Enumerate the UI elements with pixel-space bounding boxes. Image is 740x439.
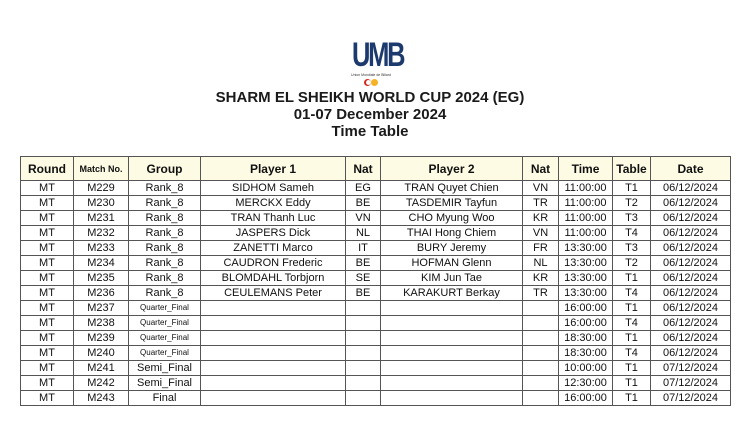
col-header-time: Time [559,157,613,181]
cell-player1 [201,391,346,406]
cell-nat2: KR [523,211,559,226]
cell-group: Semi_Final [129,376,201,391]
time-table [20,156,731,406]
cell-table: T4 [613,346,651,361]
cell-time: 12:30:00 [559,376,613,391]
cell-player2: TASDEMIR Tayfun [381,196,523,211]
cell-match: M233 [74,241,129,256]
col-header-player2: Player 2 [381,157,523,181]
cell-nat2 [523,301,559,316]
col-header-round: Round [21,157,74,181]
cell-nat2: NL [523,256,559,271]
cell-player1 [201,361,346,376]
cell-player2 [381,361,523,376]
cell-player2 [381,331,523,346]
cell-group: Semi_Final [129,361,201,376]
cell-date: 06/12/2024 [651,256,731,271]
cell-date: 07/12/2024 [651,361,731,376]
cell-date: 06/12/2024 [651,211,731,226]
cell-match: M231 [74,211,129,226]
cell-round: MT [21,211,74,226]
document-subtitle: Time Table [331,123,409,140]
cell-group: Rank_8 [129,181,201,196]
cell-date: 06/12/2024 [651,301,731,316]
col-header-table: Table [613,157,651,181]
cell-nat1 [346,346,381,361]
cell-player2: BURY Jeremy [381,241,523,256]
cell-group: Quarter_Final [129,346,201,361]
cell-round: MT [21,241,74,256]
cell-player2: TRAN Quyet Chien [381,181,523,196]
col-header-nat1: Nat [346,157,381,181]
cell-player2: CHO Myung Woo [381,211,523,226]
cell-nat2 [523,316,559,331]
cell-date: 06/12/2024 [651,241,731,256]
cell-group: Rank_8 [129,226,201,241]
cell-table: T4 [613,286,651,301]
cell-player2: KIM Jun Tae [381,271,523,286]
cell-nat2 [523,391,559,406]
cell-group: Rank_8 [129,211,201,226]
cell-table: T4 [613,316,651,331]
cell-date: 07/12/2024 [651,376,731,391]
cell-nat2 [523,331,559,346]
table-row [21,376,731,391]
cell-table: T2 [613,196,651,211]
cell-nat1 [346,301,381,316]
cell-table: T1 [613,376,651,391]
cell-round: MT [21,346,74,361]
col-header-match-no: Match No. [74,157,129,181]
cell-time: 16:00:00 [559,391,613,406]
cell-date: 06/12/2024 [651,346,731,361]
cell-nat2: VN [523,181,559,196]
table-row [21,196,731,211]
logo-subtitle: Union Mondiale de Billard [351,73,391,77]
table-row [21,271,731,286]
cell-time: 11:00:00 [559,196,613,211]
cell-table: T3 [613,211,651,226]
cell-match: M236 [74,286,129,301]
cell-round: MT [21,361,74,376]
table-row [21,391,731,406]
cell-player1: TRAN Thanh Luc [201,211,346,226]
cell-player1: CAUDRON Frederic [201,256,346,271]
cell-player1 [201,346,346,361]
cell-group: Rank_8 [129,196,201,211]
cell-match: M237 [74,301,129,316]
table-row [21,331,731,346]
col-header-group: Group [129,157,201,181]
cell-date: 06/12/2024 [651,181,731,196]
cell-date: 06/12/2024 [651,196,731,211]
cell-round: MT [21,286,74,301]
table-row [21,316,731,331]
cell-match: M230 [74,196,129,211]
cell-round: MT [21,376,74,391]
cell-table: T1 [613,331,651,346]
cell-match: M242 [74,376,129,391]
cell-nat2 [523,376,559,391]
cell-date: 06/12/2024 [651,226,731,241]
cell-round: MT [21,271,74,286]
logo-yellow-circle-icon [371,79,378,86]
table-row [21,301,731,316]
cell-match: M239 [74,331,129,346]
cell-nat2: TR [523,286,559,301]
col-header-player1: Player 1 [201,157,346,181]
cell-date: 07/12/2024 [651,391,731,406]
cell-player2: KARAKURT Berkay [381,286,523,301]
cell-round: MT [21,391,74,406]
cell-time: 13:30:00 [559,256,613,271]
cell-group: Final [129,391,201,406]
cell-table: T1 [613,391,651,406]
cell-player2: HOFMAN Glenn [381,256,523,271]
cell-round: MT [21,226,74,241]
cell-match: M238 [74,316,129,331]
cell-group: Quarter_Final [129,331,201,346]
cell-nat2: KR [523,271,559,286]
cell-nat1 [346,331,381,346]
cell-time: 11:00:00 [559,226,613,241]
cell-nat2: VN [523,226,559,241]
cell-date: 06/12/2024 [651,286,731,301]
cell-date: 06/12/2024 [651,316,731,331]
cell-nat1: BE [346,196,381,211]
cell-time: 18:30:00 [559,331,613,346]
cell-player1: JASPERS Dick [201,226,346,241]
cell-table: T1 [613,301,651,316]
cell-player1 [201,376,346,391]
cell-player1: BLOMDAHL Torbjorn [201,271,346,286]
cell-nat1: NL [346,226,381,241]
table-row [21,181,731,196]
cell-match: M229 [74,181,129,196]
table-row [21,241,731,256]
cell-player1 [201,316,346,331]
cell-table: T3 [613,241,651,256]
cell-time: 16:00:00 [559,301,613,316]
cell-table: T1 [613,271,651,286]
cell-player2 [381,316,523,331]
cell-player2 [381,346,523,361]
cell-time: 10:00:00 [559,361,613,376]
cell-time: 13:30:00 [559,286,613,301]
cell-player1: SIDHOM Sameh [201,181,346,196]
cell-player1 [201,301,346,316]
cell-nat1: EG [346,181,381,196]
cell-date: 06/12/2024 [651,331,731,346]
table-row [21,286,731,301]
cell-player1: MERCKX Eddy [201,196,346,211]
cell-nat1: BE [346,286,381,301]
document-header [0,89,740,140]
cell-nat2: TR [523,196,559,211]
umb-logo [348,36,404,92]
cell-round: MT [21,196,74,211]
cell-round: MT [21,256,74,271]
cell-player2 [381,301,523,316]
cell-time: 18:30:00 [559,346,613,361]
cell-nat1: IT [346,241,381,256]
table-row [21,211,731,226]
cell-nat1 [346,376,381,391]
cell-round: MT [21,316,74,331]
cell-match: M232 [74,226,129,241]
table-header-row [21,157,731,181]
col-header-nat2: Nat [523,157,559,181]
cell-time: 11:00:00 [559,181,613,196]
cell-match: M241 [74,361,129,376]
cell-nat2 [523,361,559,376]
cell-nat2 [523,346,559,361]
cell-nat1: SE [346,271,381,286]
cell-group: Rank_8 [129,271,201,286]
cell-group: Rank_8 [129,241,201,256]
cell-time: 13:30:00 [559,241,613,256]
cell-player2: THAI Hong Chiem [381,226,523,241]
event-dates: 01-07 December 2024 [293,106,447,123]
cell-group: Quarter_Final [129,316,201,331]
cell-player2 [381,391,523,406]
cell-nat1: BE [346,256,381,271]
cell-table: T4 [613,226,651,241]
cell-match: M235 [74,271,129,286]
logo-mark: UMB [352,36,404,74]
table-row [21,346,731,361]
cell-group: Rank_8 [129,256,201,271]
col-header-date: Date [651,157,731,181]
cell-group: Rank_8 [129,286,201,301]
cell-table: T1 [613,361,651,376]
cell-table: T2 [613,256,651,271]
cell-round: MT [21,301,74,316]
cell-round: MT [21,181,74,196]
cell-group: Quarter_Final [129,301,201,316]
logo-red-circle-icon [364,79,371,86]
cell-nat1 [346,391,381,406]
table-row [21,256,731,271]
cell-round: MT [21,331,74,346]
cell-table: T1 [613,181,651,196]
cell-nat1: VN [346,211,381,226]
event-title: SHARM EL SHEIKH WORLD CUP 2024 (EG) [215,89,525,106]
cell-match: M243 [74,391,129,406]
cell-player1 [201,331,346,346]
table-row [21,361,731,376]
cell-player1: ZANETTI Marco [201,241,346,256]
cell-time: 11:00:00 [559,211,613,226]
cell-nat2: FR [523,241,559,256]
cell-player1: CEULEMANS Peter [201,286,346,301]
cell-player2 [381,376,523,391]
cell-match: M234 [74,256,129,271]
cell-match: M240 [74,346,129,361]
cell-date: 06/12/2024 [651,271,731,286]
cell-time: 16:00:00 [559,316,613,331]
cell-nat1 [346,316,381,331]
table-row [21,226,731,241]
cell-time: 13:30:00 [559,271,613,286]
cell-nat1 [346,361,381,376]
